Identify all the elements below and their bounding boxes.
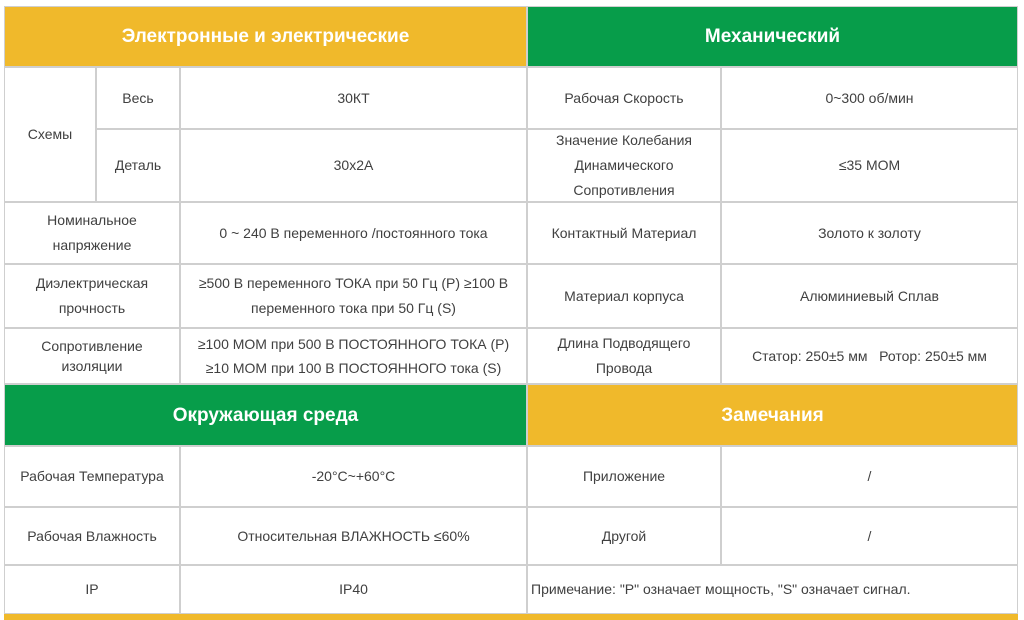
housing-value: Алюминиевый Сплав	[721, 264, 1018, 328]
footnote: Примечание: "P" означает мощность, "S" означает сигнал.	[527, 565, 1018, 614]
weight-value: 30КТ	[180, 67, 527, 129]
header-environment: Окружающая среда	[4, 384, 527, 446]
insulation-value	[180, 328, 527, 384]
temperature-label: Рабочая Температура	[4, 446, 180, 507]
voltage-label: Номинальное напряжение	[4, 202, 180, 264]
schemes-label: Схемы	[4, 67, 96, 202]
voltage-value: 0 ~ 240 В переменного /постоянного тока	[180, 202, 527, 264]
header-remarks: Замечания	[527, 384, 1018, 446]
application-label: Приложение	[527, 446, 721, 507]
housing-label: Материал корпуса	[527, 264, 721, 328]
vibration-label: Значение Колебания Динамического Сопротивления	[527, 129, 721, 202]
speed-label: Рабочая Скорость	[527, 67, 721, 129]
ip-value: IP40	[180, 565, 527, 614]
vibration-value: ≤35 МОМ	[721, 129, 1018, 202]
other-label: Другой	[527, 507, 721, 565]
header-mechanical: Механический	[527, 6, 1018, 67]
spec-table	[4, 6, 1018, 620]
speed-value: 0~300 об/мин	[721, 67, 1018, 129]
weight-label: Весь	[96, 67, 180, 129]
ip-label: IP	[4, 565, 180, 614]
dielectric-label: Диэлектрическая прочность	[4, 264, 180, 328]
dielectric-value: ≥500 В переменного ТОКА при 50 Гц (Р) ≥100 В переменного тока при 50 Гц (S)	[180, 264, 527, 328]
insulation-label: Сопротивление изоляции	[4, 328, 180, 384]
contact-value: Золото к золоту	[721, 202, 1018, 264]
contact-label: Контактный Материал	[527, 202, 721, 264]
lead-label: Длина Подводящего Провода	[527, 328, 721, 384]
detail-label: Деталь	[96, 129, 180, 202]
insulation-value-line-1: ≥100 МОМ при 500 В ПОСТОЯННОГО ТОКА (Р)	[197, 336, 510, 352]
humidity-label: Рабочая Влажность	[4, 507, 180, 565]
application-value: /	[721, 446, 1018, 507]
detail-value: 30x2A	[180, 129, 527, 202]
other-value: /	[721, 507, 1018, 565]
humidity-value: Относительная ВЛАЖНОСТЬ ≤60%	[180, 507, 527, 565]
header-electrical: Электронные и электрические	[4, 6, 527, 67]
temperature-value: -20°C~+60°C	[180, 446, 527, 507]
insulation-value-line-2: ≥10 МОМ при 100 В ПОСТОЯННОГО тока (S)	[205, 360, 502, 376]
bottom-accent-bar	[4, 614, 1018, 620]
lead-value: Статор: 250±5 мм Ротор: 250±5 мм	[721, 328, 1018, 384]
